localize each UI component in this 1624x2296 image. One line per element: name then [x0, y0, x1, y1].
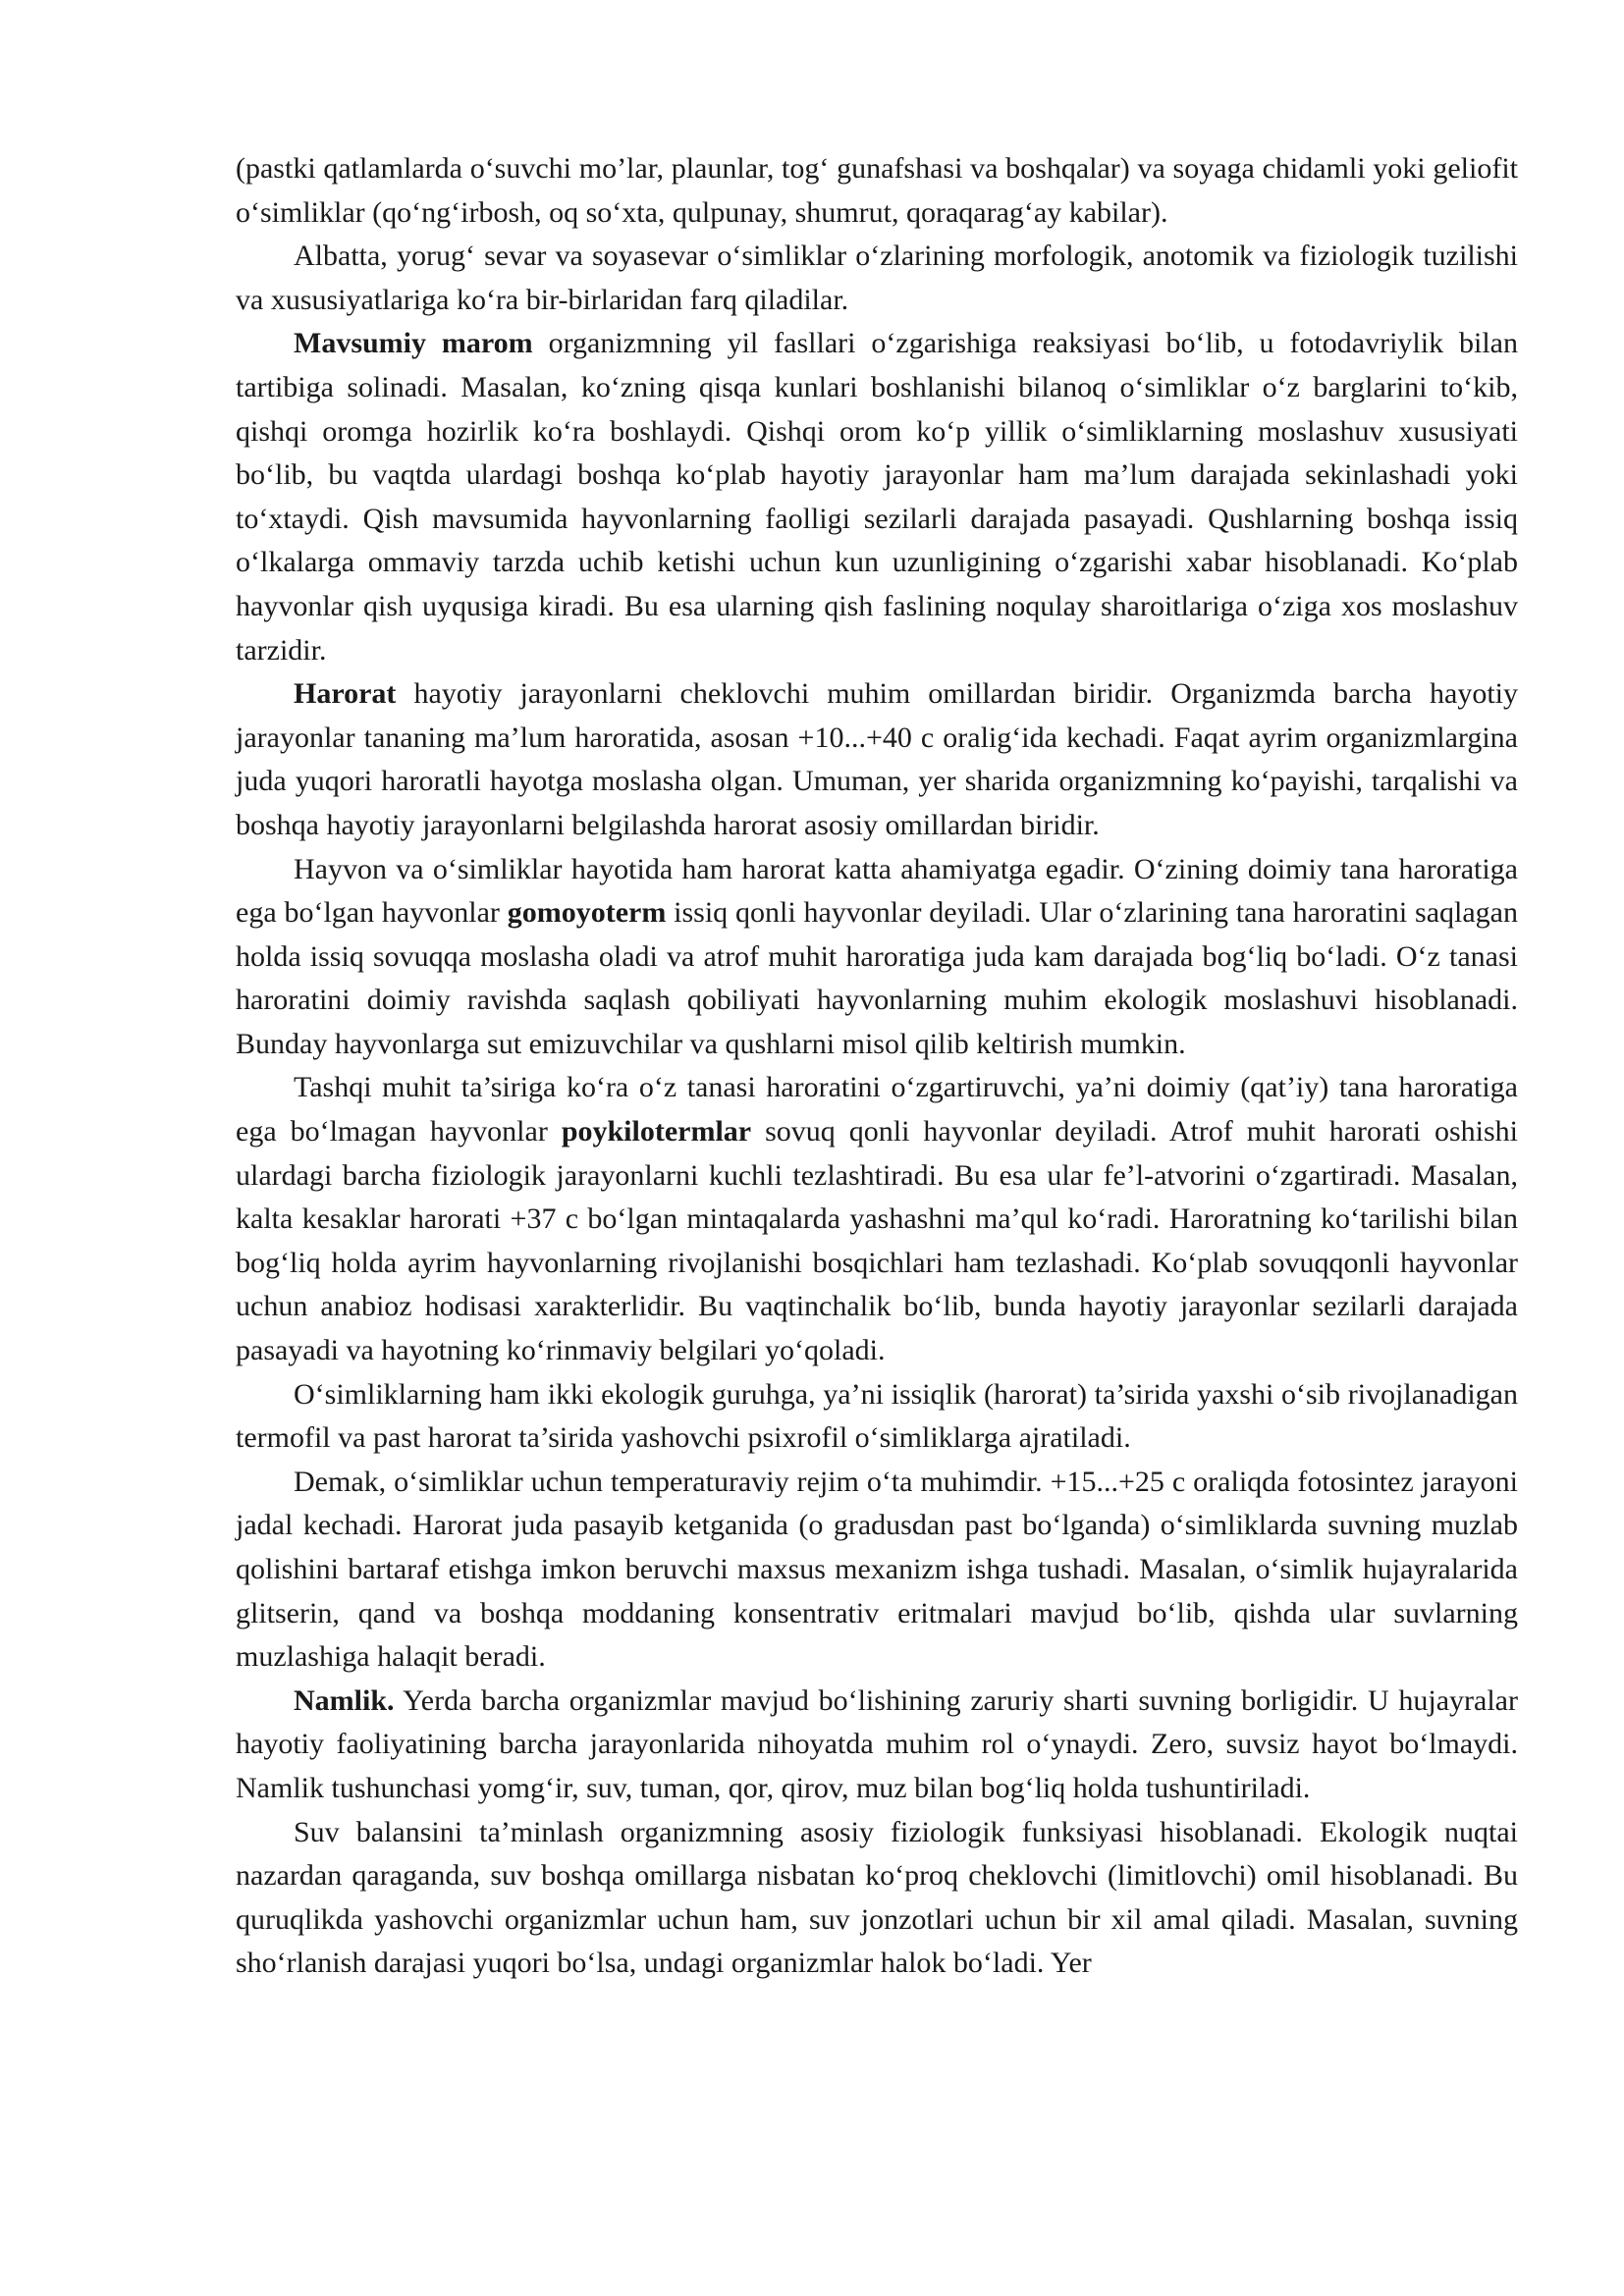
paragraph-text: Tashqi muhit ta’siriga ko‘ra o‘z tanasi haroratini o‘zgartiruvchi, ya’ni doimiy (qat’iy) tana haroratiga ega bo‘lmagan hayvonlar [236, 1071, 1518, 1148]
paragraph-text: Suv balansini ta’minlash organizmning asosiy fiziologik funksiyasi hisoblanadi. Ekologik nuqtai nazardan qaraganda, suv boshqa omillarga nisbatan ko‘proq cheklovchi (limitlovchi) omil hisoblanadi. Bu quruqlikda yashovchi organizmlar uchun ham, suv jonzotlari uchun bir xil amal qiladi. Masalan, suvning sho‘rlanish darajasi yuqori bo‘lsa, undagi organizmlar halok bo‘ladi. Yer [236, 1815, 1518, 1980]
paragraph-namlik [236, 1680, 1518, 1811]
paragraph-text: Demak, o‘simliklar uchun temperaturaviy rejim o‘ta muhimdir. +15...+25 c oraliqda fotosintez jarayoni jadal kechadi. Harorat juda pasayib ketganida (o gradusdan past bo‘lganda) o‘simliklarda suvning muzlab qolishini bartaraf etishga imkon beruvchi maxsus mexanizm ishga tushadi. Masalan, o‘simlik hujayralarida glitserin, qand va boshqa moddaning konsentrativ eritmalari mavjud bo‘lib, qishda ular suvlarning muzlashiga halaqit beradi. [236, 1465, 1518, 1674]
term-heading: Harorat [294, 677, 397, 711]
paragraph-text: hayotiy jarayonlarni cheklovchi muhim omillardan biridir. Organizmda barcha hayotiy jarayonlar tananing ma’lum haroratida, asosan +10...+40 c oralig‘ida kechadi. Faqat ayrim organizmlargina juda yuqori haroratli hayotga moslasha olgan. Umuman, yer sharida organizmning ko‘payishi, tarqalishi va boshqa hayotiy jarayonlarni belgilashda harorat asosiy omillardan biridir. [236, 677, 1518, 841]
paragraph-text: sovuq qonli hayvonlar deyiladi. Atrof muhit harorati oshishi ulardagi barcha fiziologik jarayonlarni kuchli tezlashtiradi. Bu esa ular fe’l-atvorini o‘zgartiradi. Masalan, kalta kesaklar harorati +37 c bo‘lgan mintaqalarda yashashni ma’qul ko‘radi. Haroratning ko‘tarilishi bilan bog‘liq holda ayrim hayvonlarning rivojlanishi bosqichlari ham tezlashadi. Ko‘plab sovuqqonli hayvonlar uchun anabioz hodisasi xarakterlidir. Bu vaqtinchalik bo‘lib, bunda hayotiy jarayonlar sezilarli darajada pasayadi va hayotning ko‘rinmaviy belgilari yo‘qoladi. [236, 1115, 1518, 1367]
paragraph [236, 1461, 1518, 1680]
paragraph-text: O‘simliklarning ham ikki ekologik guruhga, ya’ni issiqlik (harorat) ta’sirida yaxshi o‘sib rivojlanadigan termofil va past harorat ta’sirida yashovchi psixrofil o‘simliklarga ajratiladi. [236, 1377, 1518, 1455]
paragraph-harorat [236, 672, 1518, 847]
paragraph-text: (pastki qatlamlarda o‘suvchi mo’lar, plaunlar, tog‘ gunafshasi va boshqalar) va soyaga chidamli yoki geliofit o‘simliklar (qo‘ng‘irbosh, oq so‘xta, qulpunay, shumrut, qoraqarag‘ay kabilar). [236, 152, 1518, 229]
paragraph-text: issiq qonli hayvonlar deyiladi. Ular o‘zlarining tana haroratini saqlagan holda issiq sovuqqa moslasha oladi va atrof muhit haroratiga juda kam darajada bog‘liq bo‘ladi. O‘z tanasi haroratini doimiy ravishda saqlash qobiliyati hayvonlarning muhim ekologik moslashuvi hisoblanadi. Bunday hayvonlarga sut emizuvchilar va qushlarni misol qilib keltirish mumkin. [236, 896, 1518, 1060]
paragraph [236, 1811, 1518, 1986]
paragraph-text: Yerda barcha organizmlar mavjud bo‘lishining zaruriy sharti suvning borligidir. U hujayralar hayotiy faoliyatining barcha jarayonlarida nihoyatda muhim rol o‘ynaydi. Zero, suvsiz hayot bo‘lmaydi. Namlik tushunchasi yomg‘ir, suv, tuman, qor, qirov, muz bilan bog‘liq holda tushuntiriladi. [236, 1683, 1518, 1804]
term-heading: Namlik. [294, 1683, 395, 1717]
document-page [236, 147, 1518, 1986]
paragraph [236, 1373, 1518, 1461]
paragraph [236, 147, 1518, 235]
term-heading: gomoyoterm [507, 896, 667, 930]
paragraph-text: Albatta, yorug‘ sevar va soyasevar o‘simliklar o‘zlarining morfologik, anotomik va fiziologik tuzilishi va xususiyatlariga ko‘ra bir-birlaridan farq qiladilar. [236, 240, 1518, 316]
paragraph-gomoyoterm [236, 848, 1518, 1067]
term-heading: poykilotermlar [561, 1115, 752, 1148]
paragraph-poykilotermlar [236, 1066, 1518, 1372]
paragraph-mavsumiy-marom [236, 322, 1518, 672]
term-heading: Mavsumiy marom [294, 327, 533, 360]
paragraph [236, 235, 1518, 322]
paragraph-text: organizmning yil fasllari o‘zgarishiga reaksiyasi bo‘lib, u fotodavriylik bilan tartibiga solinadi. Masalan, ko‘zning qisqa kunlari boshlanishi bilanoq o‘simliklar o‘z barglarini to‘kib, qishqi oromga hozirlik ko‘ra boshlaydi. Qishqi orom ko‘p yillik o‘simliklarning moslashuv xususiyati bo‘lib, bu vaqtda ulardagi boshqa ko‘plab hayotiy jarayonlar ham ma’lum darajada sekinlashadi yoki to‘xtaydi. Qish mavsumida hayvonlarning faolligi sezilarli darajada pasayadi. Qushlarning boshqa issiq o‘lkalarga ommaviy tarzda uchib ketishi uchun kun uzunligining o‘zgarishi xabar hisoblanadi. Ko‘plab hayvonlar qish uyqusiga kiradi. Bu esa ularning qish faslining noqulay sharoitlariga o‘ziga xos moslashuv tarzidir. [236, 327, 1518, 667]
paragraph-text: Hayvon va o‘simliklar hayotida ham harorat katta ahamiyatga egadir. O‘zining doimiy tana haroratiga ega bo‘lgan hayvonlar [236, 852, 1518, 930]
